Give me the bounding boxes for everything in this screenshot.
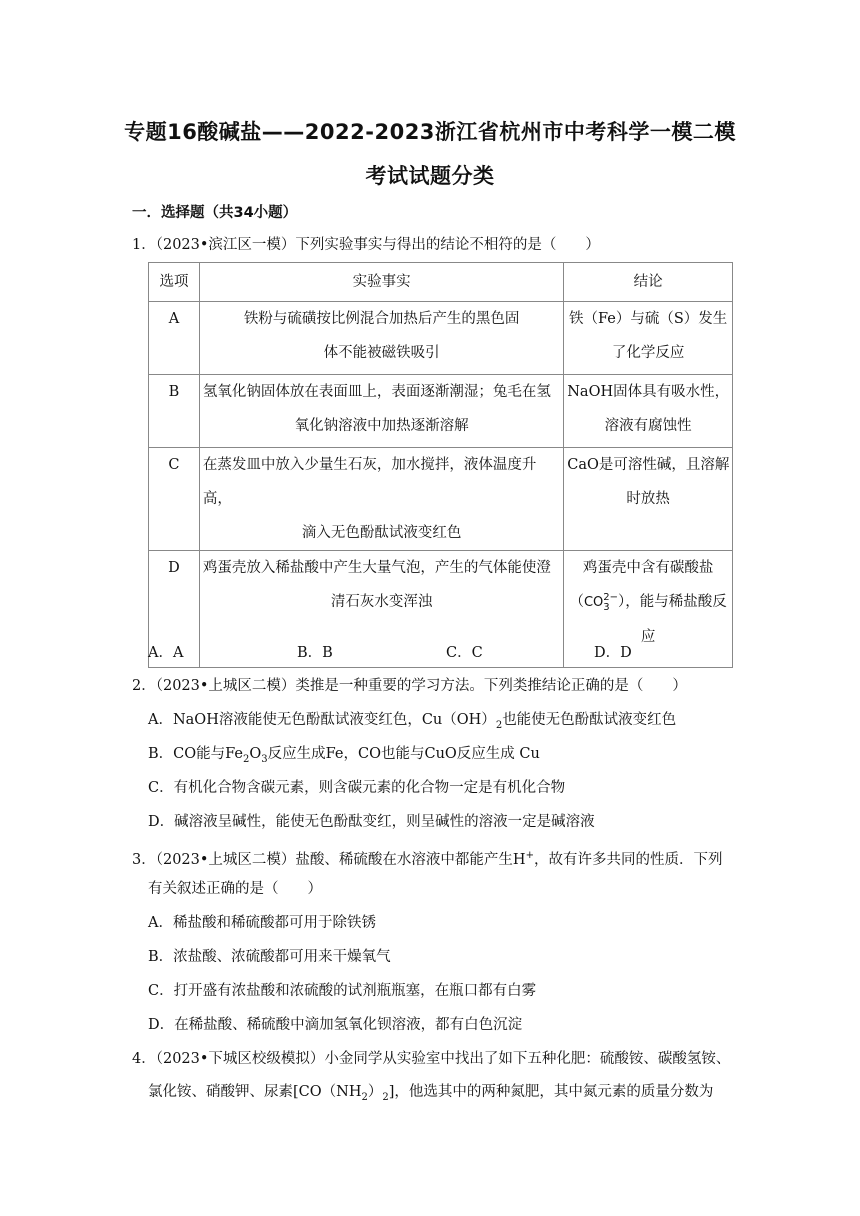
conclusion-line: CaO是可溶性碱，且溶解 xyxy=(567,457,730,473)
text: ，故有许多共同的性质．下列 xyxy=(533,851,723,868)
text: O xyxy=(249,746,262,762)
table-row xyxy=(149,302,733,375)
q3-option-a: A．稀盐酸和稀硫酸都可用于除铁锈 xyxy=(148,915,376,931)
conclusion-line: 时放热 xyxy=(626,491,670,507)
paren-open: （ xyxy=(569,594,584,610)
fact-line: 氢氧化钠固体放在表面皿上，表面逐渐潮湿；兔毛在氢 xyxy=(202,384,551,400)
doc-title-line1: 专题16酸碱盐——2022-2023浙江省杭州市中考科学一模二模 xyxy=(124,120,736,144)
conclusion-line: 鸡蛋壳中含有碳酸盐 xyxy=(582,560,714,576)
q2-stem: 2．（2023•上城区二模）类推是一种重要的学习方法。下列类推结论正确的是（ ） xyxy=(132,678,687,694)
q1-table xyxy=(148,262,733,668)
row-option: D xyxy=(149,551,200,668)
row-fact xyxy=(199,551,563,668)
fact-line: 氧化钠溶液中加热逐渐溶解 xyxy=(294,418,469,434)
header-conclusion: 结论 xyxy=(564,263,733,302)
q2-option-d: D．碱溶液呈碱性，能使无色酚酞变红，则呈碱性的溶液一定是碱溶液 xyxy=(148,814,595,830)
row-fact xyxy=(199,302,563,375)
q1-option-c: C．C xyxy=(446,645,483,661)
text: 氯化铵、硝酸钾、尿素[CO（NH xyxy=(148,1084,362,1100)
section-heading: 一．选择题（共34小题） xyxy=(132,205,298,221)
text: A．NaOH溶液能使无色酚酞试液变红色，Cu（OH） xyxy=(148,712,496,728)
text: ） xyxy=(367,1084,383,1100)
row-option: C xyxy=(149,448,200,551)
text: 也能使无色酚酞试液变红色 xyxy=(502,712,677,728)
table-row xyxy=(149,448,733,551)
q1-option-d: D．D xyxy=(594,645,632,661)
q1-stem: 1．（2023•滨江区一模）下列实验事实与得出的结论不相符的是（ ） xyxy=(132,237,600,253)
fact-line: 鸡蛋壳放入稀盐酸中产生大量气泡，产生的气体能使澄 xyxy=(202,560,551,576)
q2-option-c: C．有机化合物含碳元素，则含碳元素的化合物一定是有机化合物 xyxy=(148,780,566,796)
row-conclusion xyxy=(564,375,733,448)
q3-stem-line1 xyxy=(132,846,722,870)
ion-formula: CO xyxy=(583,595,604,610)
q4-stem-line2 xyxy=(148,1082,713,1108)
table-row xyxy=(149,375,733,448)
row-option: A xyxy=(149,302,200,375)
table-row xyxy=(149,551,733,668)
subscript: 2 xyxy=(382,1091,389,1103)
conclusion-line: 铁（Fe）与硫（S）发生 xyxy=(568,311,728,327)
conclusion-line: NaOH固体具有吸水性， xyxy=(567,384,730,400)
row-fact xyxy=(199,375,563,448)
table-header-row xyxy=(149,263,733,302)
q3-option-c: C．打开盛有浓盐酸和浓硫酸的试剂瓶瓶塞，在瓶口都有白雾 xyxy=(148,983,537,999)
conclusion-line xyxy=(564,585,732,620)
q3-option-d: D．在稀盐酸、稀硫酸中滴加氢氧化钡溶液，都有白色沉淀 xyxy=(148,1017,523,1033)
q1-option-a: A．A xyxy=(148,645,184,661)
row-fact xyxy=(199,448,563,551)
fact-line: 在蒸发皿中放入少量生石灰，加水搅拌，液体温度升高， xyxy=(202,457,537,507)
q1-option-b: B．B xyxy=(297,645,333,661)
row-conclusion xyxy=(564,302,733,375)
subscript: 3 xyxy=(261,753,268,765)
fact-line: 体不能被磁铁吸引 xyxy=(323,345,440,361)
carbonate-ion: CO 2− 3 xyxy=(583,591,619,613)
q3-option-b: B．浓盐酸、浓硫酸都可用来干燥氧气 xyxy=(148,949,391,965)
text: B．CO能与Fe xyxy=(148,746,243,762)
subscript: 2 xyxy=(361,1091,368,1103)
subscript: 2 xyxy=(495,719,503,731)
q4-stem-line1: 4．（2023•下城区校级模拟）小金同学从实验室中找出了如下五种化肥：硫酸铵、碳酸氢铵、 xyxy=(132,1051,731,1067)
row-option: B xyxy=(149,375,200,448)
conclusion-line: 了化学反应 xyxy=(611,345,685,361)
superscript: + xyxy=(525,850,534,861)
text: 反应生成Fe，CO也能与CuO反应生成 Cu xyxy=(267,746,540,762)
row-conclusion xyxy=(564,551,733,668)
header-option: 选项 xyxy=(149,263,200,302)
text: 3．（2023•上城区二模）盐酸、稀硫酸在水溶液中都能产生H xyxy=(132,851,526,868)
fact-line: 铁粉与硫磺按比例混合加热后产生的黑色固 xyxy=(243,311,520,327)
q3-stem-line2: 有关叙述正确的是（ ） xyxy=(148,881,322,897)
conclusion-text: ），能与稀盐酸反 xyxy=(618,594,727,610)
text: ]，他选其中的两种氮肥，其中氮元素的质量分数为 xyxy=(388,1084,714,1100)
subscript: 2 xyxy=(243,753,250,765)
q2-option-b xyxy=(148,744,540,770)
row-conclusion xyxy=(564,448,733,551)
doc-title-line2: 考试试题分类 xyxy=(365,164,495,188)
fact-line: 滴入无色酚酞试液变红色 xyxy=(301,525,462,541)
header-fact: 实验事实 xyxy=(199,263,563,302)
conclusion-line: 溶液有腐蚀性 xyxy=(604,418,692,434)
fact-line: 清石灰水变浑浊 xyxy=(330,594,433,610)
conclusion-line: 应 xyxy=(640,629,656,645)
q2-option-a xyxy=(148,710,676,736)
